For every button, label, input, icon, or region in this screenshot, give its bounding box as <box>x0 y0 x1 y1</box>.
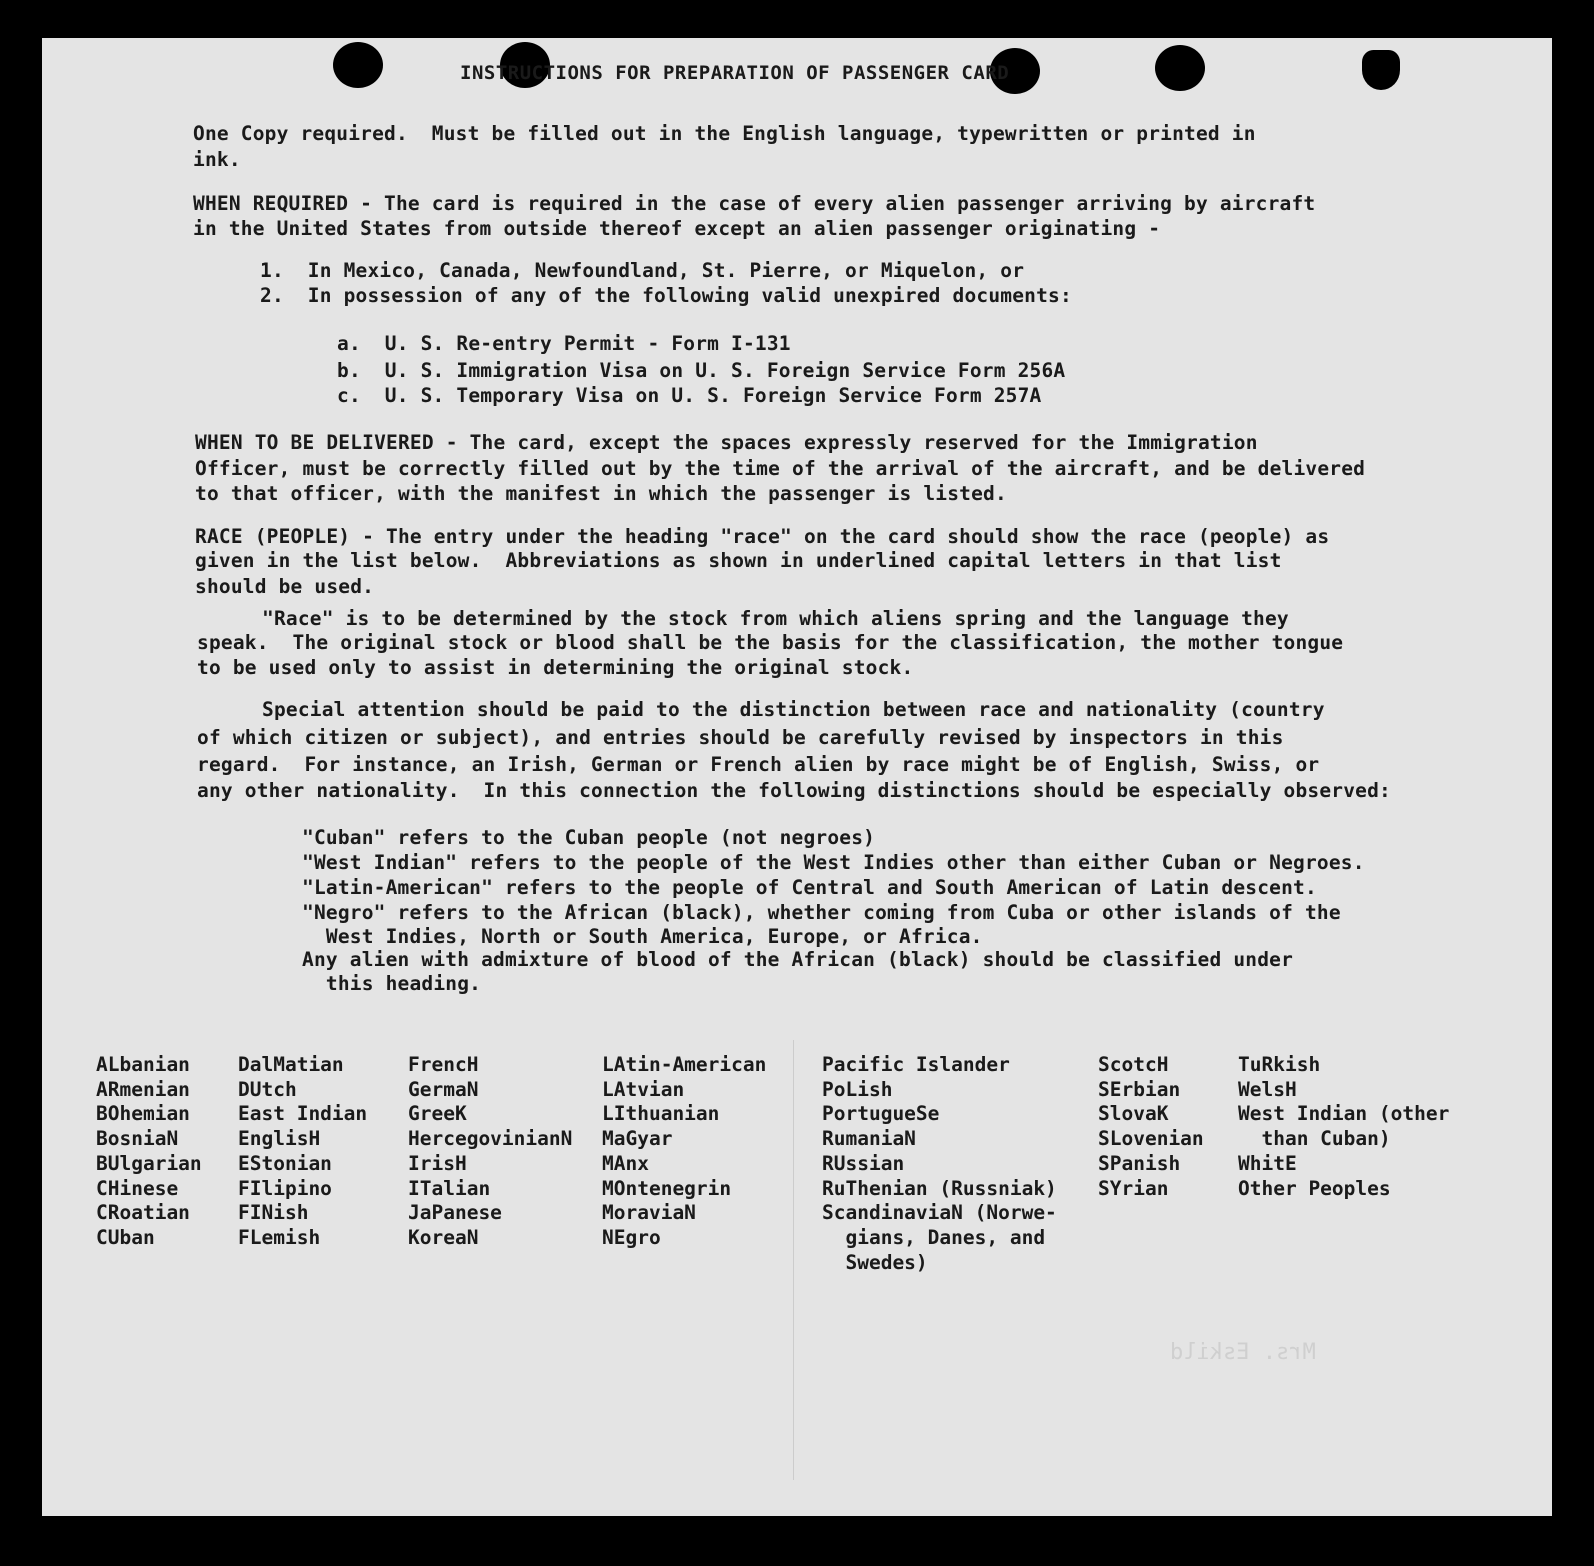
race-entry: FLemish <box>238 1225 321 1249</box>
race-entry: PoLish <box>822 1077 893 1101</box>
document-item: b. U. S. Immigration Visa on U. S. Foreign Service Form 256A <box>337 359 1066 382</box>
distinction-line: "Negro" refers to the African (black), whether coming from Cuba or other islands of the <box>302 901 1341 924</box>
race-entry: gians, Danes, and <box>822 1225 1046 1249</box>
race-entry: MOntenegrin <box>602 1176 732 1200</box>
intro-line: One Copy required. Must be filled out in the English language, typewritten or printed in <box>193 122 1256 145</box>
race-entry: SPanish <box>1098 1151 1181 1175</box>
race-entry: ALbanian <box>96 1053 190 1076</box>
distinction-line: "Latin-American" refers to the people of Central and South American of Latin descent. <box>302 876 1317 899</box>
punch-hole <box>333 42 383 88</box>
race-definition-line: to be used only to assist in determining the original stock. <box>197 656 914 679</box>
race-entry: MAnx <box>602 1151 649 1175</box>
race-entry: KoreaN <box>408 1225 479 1249</box>
race-entry: LIthuanian <box>602 1102 720 1126</box>
special-attention-line: of which citizen or subject), and entries should be carefully revised by inspectors in this <box>197 726 1284 749</box>
race-entry: IrisH <box>408 1151 467 1175</box>
distinction-line: "West Indian" refers to the people of the West Indies other than either Cuban or Negroes. <box>302 851 1365 874</box>
race-entry: NEgro <box>602 1225 661 1249</box>
race-entry: TuRkish <box>1238 1053 1321 1076</box>
race-entry: FINish <box>238 1201 309 1225</box>
distinction-line: this heading. <box>302 972 482 995</box>
race-entry: WelsH <box>1238 1077 1297 1101</box>
special-attention-line: Special attention should be paid to the distinction between race and nationality (country <box>262 698 1325 721</box>
race-entry: SErbian <box>1098 1077 1181 1101</box>
distinction-line: West Indies, North or South America, Europe, or Africa. <box>302 925 983 948</box>
race-definition-line: speak. The original stock or blood shall be the basis for the classification, the mother tongue <box>197 631 1344 654</box>
race-entry: SLovenian <box>1098 1127 1204 1151</box>
race-entry: MaGyar <box>602 1127 673 1151</box>
intro-line: ink. <box>193 148 241 171</box>
race-list-column-1 <box>96 1053 202 1251</box>
race-entry: ITalian <box>408 1176 491 1200</box>
distinction-line: "Cuban" refers to the Cuban people (not negroes) <box>302 826 876 849</box>
race-entry: East Indian <box>238 1102 368 1126</box>
race-entry: SlovaK <box>1098 1102 1169 1126</box>
race-list-column-3 <box>408 1053 572 1251</box>
race-entry: GermaN <box>408 1077 479 1101</box>
race-entry: WhitE <box>1238 1151 1297 1175</box>
bleed-through: Mrs. Eskild <box>1170 1340 1316 1365</box>
race-entry: CRoatian <box>96 1201 190 1225</box>
race-line: RACE (PEOPLE) - The entry under the heading "race" on the card should show the race (people) as <box>195 525 1330 548</box>
race-entry: FIlipino <box>238 1176 332 1200</box>
race-entry: CHinese <box>96 1176 179 1200</box>
race-entry: West Indian (other <box>1238 1102 1450 1126</box>
race-entry: EnglisH <box>238 1127 321 1151</box>
race-entry: SYrian <box>1098 1176 1169 1200</box>
race-entry: LAtin-American <box>602 1053 767 1076</box>
race-entry: RUssian <box>822 1151 905 1175</box>
race-line: given in the list below. Abbreviations as shown in underlined capital letters in that list <box>195 549 1282 572</box>
race-line: should be used. <box>195 575 375 598</box>
race-entry: Other Peoples <box>1238 1176 1391 1200</box>
special-attention-line: any other nationality. In this connection the following distinctions should be especially observed: <box>197 779 1391 802</box>
race-entry: FrencH <box>408 1053 479 1076</box>
race-entry: DalMatian <box>238 1053 344 1076</box>
race-definition-line: "Race" is to be determined by the stock from which aliens spring and the language they <box>262 607 1289 630</box>
race-entry: RuThenian (Russniak) <box>822 1176 1057 1200</box>
race-entry: Swedes) <box>822 1250 928 1274</box>
race-entry: JaPanese <box>408 1201 502 1225</box>
document-item: c. U. S. Temporary Visa on U. S. Foreign Service Form 257A <box>337 384 1042 407</box>
distinction-line: Any alien with admixture of blood of the African (black) should be classified under <box>302 948 1294 971</box>
race-list-column-6 <box>1098 1053 1204 1201</box>
punch-hole <box>1362 50 1400 90</box>
document-item: a. U. S. Re-entry Permit - Form I-131 <box>337 332 791 355</box>
race-entry: LAtvian <box>602 1077 685 1101</box>
race-entry: BosniaN <box>96 1127 179 1151</box>
when-delivered-line: to that officer, with the manifest in which the passenger is listed. <box>195 482 1007 505</box>
numbered-item: 1. In Mexico, Canada, Newfoundland, St. Pierre, or Miquelon, or <box>260 259 1025 282</box>
when-required-line: WHEN REQUIRED - The card is required in the case of every alien passenger arriving by aircraft <box>193 192 1316 215</box>
race-list-column-2 <box>238 1053 367 1251</box>
page-fold <box>793 1040 794 1480</box>
when-required-line: in the United States from outside thereof except an alien passenger originating - <box>193 217 1161 240</box>
race-entry: BOhemian <box>96 1102 190 1126</box>
race-entry: DUtch <box>238 1077 297 1101</box>
when-delivered-line: Officer, must be correctly filled out by the time of the arrival of the aircraft, and be delivered <box>195 457 1366 480</box>
race-entry: HercegovinianN <box>408 1127 573 1151</box>
when-delivered-line: WHEN TO BE DELIVERED - The card, except the spaces expressly reserved for the Immigration <box>195 431 1258 454</box>
race-entry: ARmenian <box>96 1077 190 1101</box>
race-list-column-7 <box>1238 1053 1449 1201</box>
race-entry: CUban <box>96 1225 155 1249</box>
punch-hole <box>1155 45 1205 91</box>
race-list-column-5 <box>822 1053 1057 1275</box>
race-entry: ScotcH <box>1098 1053 1169 1076</box>
race-entry: ScandinaviaN (Norwe- <box>822 1201 1057 1225</box>
special-attention-line: regard. For instance, an Irish, German or French alien by race might be of English, Swiss, or <box>197 753 1320 776</box>
race-entry: than Cuban) <box>1238 1127 1391 1151</box>
race-entry: Pacific Islander <box>822 1053 1010 1076</box>
race-entry: EStonian <box>238 1151 332 1175</box>
page-title: INSTRUCTIONS FOR PREPARATION OF PASSENGER CARD <box>460 62 1010 84</box>
race-list-column-4 <box>602 1053 766 1251</box>
race-entry: PortugueSe <box>822 1102 940 1126</box>
race-entry: MoraviaN <box>602 1201 696 1225</box>
race-entry: RumaniaN <box>822 1127 916 1151</box>
numbered-item: 2. In possession of any of the following valid unexpired documents: <box>260 284 1072 307</box>
race-entry: GreeK <box>408 1102 467 1126</box>
race-entry: BUlgarian <box>96 1151 202 1175</box>
